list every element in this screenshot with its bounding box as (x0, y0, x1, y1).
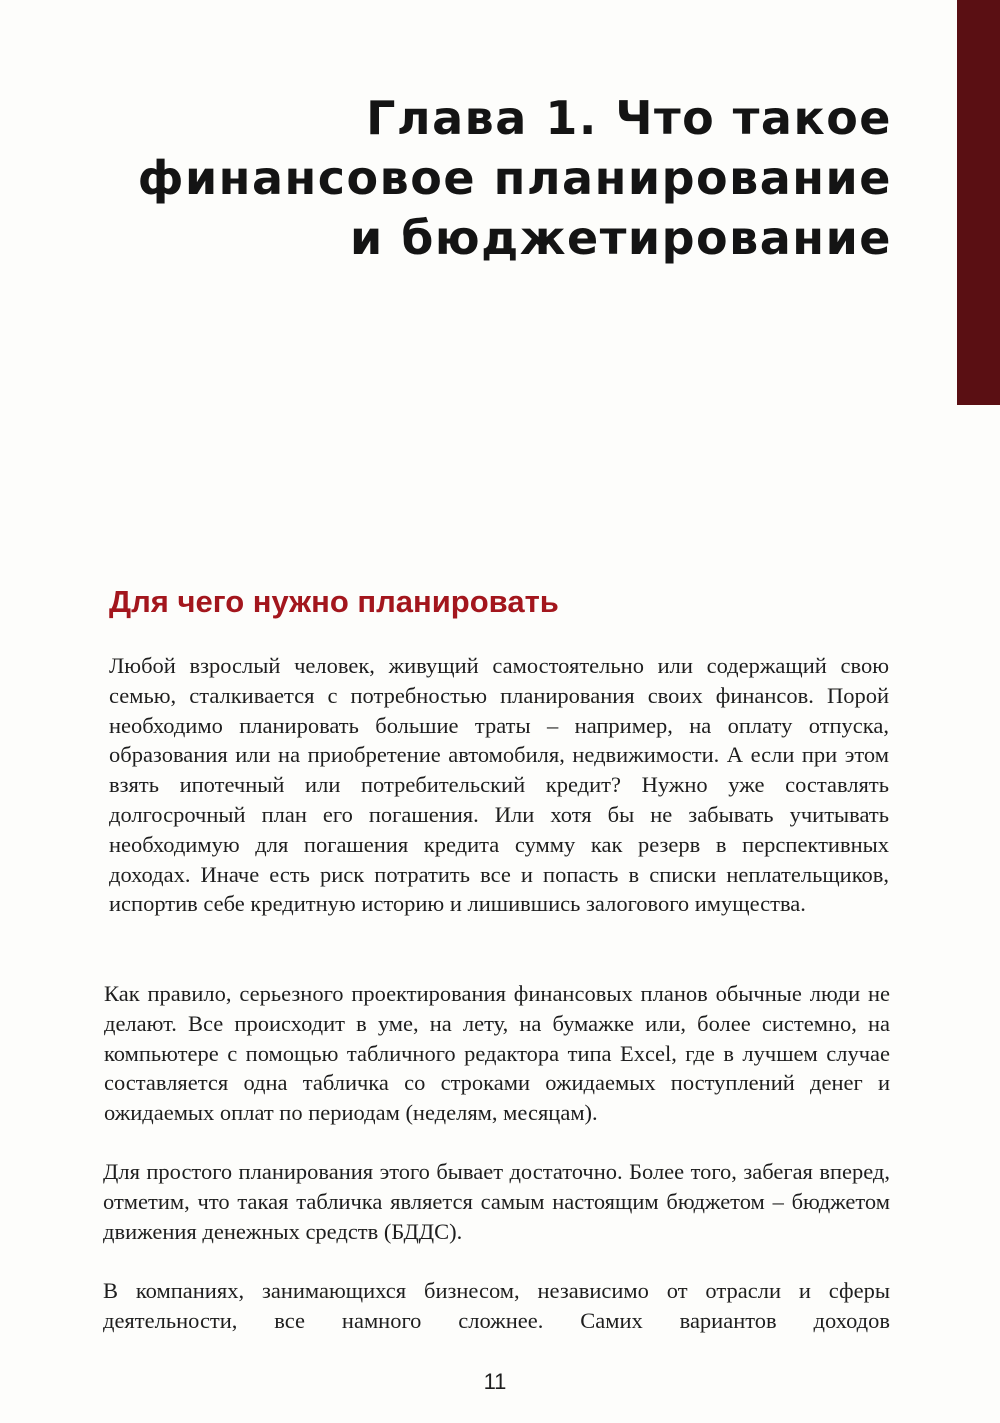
page-number: 11 (483, 1369, 507, 1394)
body-paragraph: Для простого планирования этого бывает достаточно. Более того, забегая вперед, отметим, что такая табличка является самым настоящим бюджетом – бюджетом движения денежных средств (БДДС). (103, 1159, 890, 1244)
chapter-title: Глава 1. Что такое финансовое планирование и бюджетирование (137, 91, 892, 265)
body-paragraph: Как правило, серьезного проектирования финансовых планов обычные люди не делают. Все происходит в уме, на лету, на бумажке или, более системно, на компьютере с помощью табличного редактора типа Excel, где в лучшем случае составляется одна табличка со строками ожидаемых поступлений денег и ожидаемых оплат по периодам (неделям, месяцам). (104, 981, 890, 1126)
section-heading: Для чего нужно планировать (109, 584, 559, 619)
chapter-edge-tab (957, 0, 1000, 405)
body-paragraph: В компаниях, занимающихся бизнесом, независимо от отрасли и сферы деятельности, все намного сложнее. Самих вариантов доходов (103, 1278, 890, 1333)
body-paragraph: Любой взрослый человек, живущий самостоятельно или содержащий свою семью, сталкивается с потребностью планирования своих финансов. Порой необходимо планировать большие траты – например, на оплату отпуска, образования или на приобретение автомобиля, недвижимости. А если при этом взять ипотечный или потребительский кредит? Нужно уже составлять долгосрочный план его погашения. Или хотя бы не забывать учитывать необходимую для погашения кредита сумму как резерв в перспективных доходах. Иначе есть риск потратить все и попасть в списки неплательщиков, испортив себе кредитную историю и лишившись залогового имущества. (109, 653, 889, 917)
